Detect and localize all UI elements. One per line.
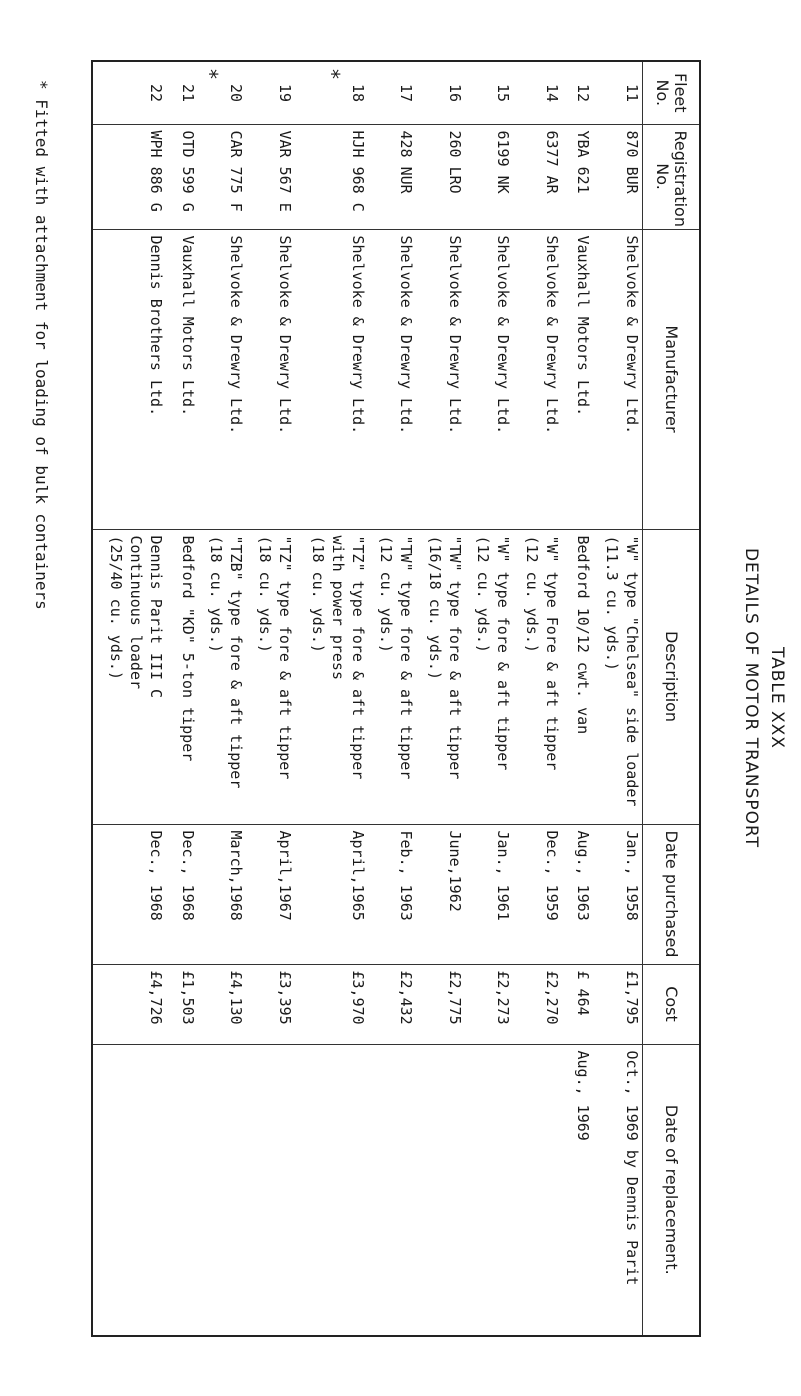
cell-date-purchased-text: June,1962 [445, 830, 464, 912]
cell-manufacturer-text: Shelvoke & Drewry Ltd. [275, 235, 294, 435]
table-title: TABLE XXX [767, 647, 787, 749]
table-row [246, 62, 295, 1335]
cell-fleet-no-text: 11 [623, 84, 641, 103]
cell-date-purchased [513, 824, 562, 964]
cell-date-purchased-text: March,1968 [227, 830, 246, 921]
cell-manufacturer-text: Vauxhall Motors Ltd. [574, 235, 593, 417]
cell-registration-text: HJH 968 C [348, 130, 367, 212]
header-row [643, 62, 700, 1335]
table-subtitle: DETAILS OF MOTOR TRANSPORT [741, 547, 761, 849]
cell-manufacturer-text: Shelvoke & Drewry Ltd. [542, 235, 561, 435]
cell-description-continued: Continuous loader [126, 535, 145, 690]
cell-fleet-no-text: 14 [542, 84, 561, 103]
cell-replacement [593, 1044, 642, 1335]
cell-fleet-no-text: 12 [574, 84, 593, 103]
cell-description-text: "TZ" type fore & aft tipper [275, 535, 294, 780]
cell-manufacturer [562, 229, 594, 529]
cell-date-purchased-text: April,1967 [275, 830, 294, 921]
cell-replacement [513, 1044, 562, 1335]
cell-registration [198, 124, 247, 229]
header-replacement: Date of replacement. [643, 1044, 700, 1335]
cell-fleet-no [246, 62, 295, 124]
cell-registration-text: 260 LRO [445, 130, 464, 194]
cell-cost [465, 964, 514, 1044]
cell-description-text: "W" type Fore & aft tipper [542, 535, 561, 771]
cell-manufacturer [593, 229, 642, 529]
cell-cost-text: £2,270 [542, 970, 561, 1025]
cell-description-text: "TZ" type fore & aft tipper [348, 535, 367, 780]
cell-date-purchased [93, 824, 166, 964]
cell-cost-text: £2,432 [397, 970, 416, 1025]
cell-registration [416, 124, 465, 229]
cell-cost [166, 964, 198, 1044]
cell-manufacturer [513, 229, 562, 529]
table-row [513, 62, 562, 1335]
footnote: * Fitted with attachment for loading of bulk containers [32, 80, 51, 610]
cell-registration-text: 428 NUR [397, 130, 416, 194]
cell-manufacturer [246, 229, 295, 529]
cell-description-text: "TW" type fore & aft tipper [397, 535, 416, 780]
cell-description-continued: (18 cu. yds.) [207, 535, 226, 653]
cell-registration-text: OTD 599 G [178, 130, 197, 212]
cell-description-text: "TW" type fore & aft tipper [445, 535, 464, 780]
cell-description [513, 529, 562, 824]
header-date-purchased: Date purchased [643, 824, 700, 964]
asterisk-marker: * [319, 68, 344, 81]
cell-cost-text: £4,130 [227, 970, 246, 1025]
cell-fleet-no-text: 22 [146, 84, 165, 103]
header-description: Description [643, 529, 700, 824]
cell-description [593, 529, 642, 824]
cell-cost [368, 964, 417, 1044]
cell-cost [513, 964, 562, 1044]
cell-date-purchased [295, 824, 368, 964]
cell-fleet-no-text: 17 [397, 84, 416, 103]
cell-date-purchased [465, 824, 514, 964]
cell-replacement-text: Aug., 1969 [574, 1050, 593, 1141]
cell-manufacturer [416, 229, 465, 529]
cell-cost-text: £ 464 [574, 970, 593, 1016]
cell-registration-text: 6199 NK [494, 130, 513, 194]
cell-description-continued: (12 cu. yds.) [377, 535, 396, 653]
cell-fleet-no [368, 62, 417, 124]
cell-description-text: "W" type "Chelsea" side loader [623, 535, 641, 807]
cell-description-text: "TZB" type fore & aft tipper [227, 535, 246, 789]
cell-fleet-no-text: 18 [348, 84, 367, 103]
cell-description [416, 529, 465, 824]
table-body [93, 62, 643, 1335]
cell-fleet-no [416, 62, 465, 124]
cell-description-text: Dennis Parit III C [146, 535, 165, 699]
cell-fleet-no [465, 62, 514, 124]
cell-replacement [93, 1044, 166, 1335]
cell-date-purchased [562, 824, 594, 964]
cell-date-purchased [246, 824, 295, 964]
cell-description-text: Bedford 10/12 cwt. van [574, 535, 593, 735]
cell-manufacturer [198, 229, 247, 529]
cell-cost-text: £2,775 [445, 970, 464, 1025]
cell-date-purchased-text: April,1965 [348, 830, 367, 921]
cell-replacement [246, 1044, 295, 1335]
cell-date-purchased-text: Jan., 1958 [623, 830, 641, 921]
cell-fleet-no-text: 20 [227, 84, 246, 103]
cell-registration [295, 124, 368, 229]
cell-cost [416, 964, 465, 1044]
cell-manufacturer-text: Vauxhall Motors Ltd. [178, 235, 197, 417]
cell-fleet-no [295, 62, 368, 124]
cell-description-continued: (11.3 cu. yds.) [603, 535, 621, 671]
cell-replacement [368, 1044, 417, 1335]
cell-fleet-no-text: 15 [494, 84, 513, 103]
cell-replacement [416, 1044, 465, 1335]
cell-fleet-no-text: 21 [178, 84, 197, 103]
table-row [416, 62, 465, 1335]
cell-cost [246, 964, 295, 1044]
cell-description-continued: (12 cu. yds.) [522, 535, 541, 653]
cell-replacement [295, 1044, 368, 1335]
cell-manufacturer-text: Shelvoke & Drewry Ltd. [227, 235, 246, 435]
cell-description-continued: (18 cu. yds.) [255, 535, 274, 653]
cell-manufacturer-text: Shelvoke & Drewry Ltd. [348, 235, 367, 435]
cell-description-text: Bedford "KD" 5-ton tipper [178, 535, 197, 762]
cell-description [246, 529, 295, 824]
cell-cost [93, 964, 166, 1044]
table-row [93, 62, 166, 1335]
cell-cost-text: £2,273 [494, 970, 513, 1025]
cell-registration [593, 124, 642, 229]
table-row [368, 62, 417, 1335]
cell-fleet-no [93, 62, 166, 124]
cell-manufacturer [166, 229, 198, 529]
cell-date-purchased [198, 824, 247, 964]
asterisk-marker: * [198, 68, 223, 81]
cell-description-continued: with power press [328, 535, 347, 680]
cell-date-purchased [166, 824, 198, 964]
cell-registration-text: VAR 567 E [275, 130, 294, 212]
table-row [465, 62, 514, 1335]
cell-date-purchased [416, 824, 465, 964]
cell-fleet-no [513, 62, 562, 124]
table-row [562, 62, 594, 1335]
header-manufacturer: Manufacturer [643, 229, 700, 529]
cell-manufacturer-text: Shelvoke & Drewry Ltd. [397, 235, 416, 435]
cell-registration [93, 124, 166, 229]
cell-registration-text: WPH 886 G [146, 130, 165, 212]
cell-replacement-text: Oct., 1969 by Dennis Parit [623, 1050, 641, 1286]
cell-description [368, 529, 417, 824]
cell-cost [295, 964, 368, 1044]
cell-date-purchased [593, 824, 642, 964]
cell-manufacturer [93, 229, 166, 529]
cell-manufacturer-text: Shelvoke & Drewry Ltd. [445, 235, 464, 435]
cell-description-continued: (12 cu. yds.) [474, 535, 493, 653]
cell-registration [513, 124, 562, 229]
cell-registration [166, 124, 198, 229]
cell-description-continued: (25/40 cu. yds.) [106, 535, 125, 680]
table-row [593, 62, 642, 1335]
cell-manufacturer [295, 229, 368, 529]
cell-fleet-no [166, 62, 198, 124]
cell-registration [465, 124, 514, 229]
cell-description-text: "W" type fore & aft tipper [494, 535, 513, 771]
cell-cost [198, 964, 247, 1044]
transport-table-frame [91, 60, 701, 1337]
cell-cost [562, 964, 594, 1044]
cell-replacement [465, 1044, 514, 1335]
cell-date-purchased-text: Feb., 1963 [397, 830, 416, 921]
cell-description [465, 529, 514, 824]
cell-registration-text: YBA 621 [574, 130, 593, 194]
cell-fleet-no-text: 16 [445, 84, 464, 103]
cell-cost-text: £4,726 [146, 970, 165, 1025]
cell-description [562, 529, 594, 824]
table-row [295, 62, 368, 1335]
cell-manufacturer-text: Shelvoke & Drewry Ltd. [623, 235, 641, 435]
cell-registration-text: 6377 AR [542, 130, 561, 194]
cell-cost-text: £1,795 [623, 970, 641, 1025]
cell-cost-text: £1,503 [178, 970, 197, 1025]
transport-table [93, 62, 699, 1335]
cell-replacement [198, 1044, 247, 1335]
header-cost: Cost [643, 964, 700, 1044]
cell-registration-text: CAR 775 F [227, 130, 246, 212]
cell-fleet-no [593, 62, 642, 124]
cell-fleet-no [562, 62, 594, 124]
cell-date-purchased-text: Dec., 1968 [178, 830, 197, 921]
cell-date-purchased-text: Jan., 1961 [494, 830, 513, 921]
header-registration: Registration No. [643, 124, 700, 229]
cell-manufacturer [465, 229, 514, 529]
cell-date-purchased-text: Dec., 1959 [542, 830, 561, 921]
cell-description [166, 529, 198, 824]
cell-manufacturer-text: Shelvoke & Drewry Ltd. [494, 235, 513, 435]
cell-date-purchased [368, 824, 417, 964]
header-fleet: Fleet No. [643, 62, 700, 124]
cell-replacement [562, 1044, 594, 1335]
cell-manufacturer [368, 229, 417, 529]
table-row [198, 62, 247, 1335]
cell-date-purchased-text: Aug., 1963 [574, 830, 593, 921]
cell-registration [368, 124, 417, 229]
cell-manufacturer-text: Dennis Brothers Ltd. [146, 235, 165, 417]
cell-description [198, 529, 247, 824]
cell-cost [593, 964, 642, 1044]
cell-description-continued: (16/18 cu. yds.) [425, 535, 444, 680]
cell-description [93, 529, 166, 824]
cell-registration [246, 124, 295, 229]
cell-description [295, 529, 368, 824]
cell-registration-text: 870 BUR [623, 130, 641, 194]
cell-fleet-no-text: 19 [275, 84, 294, 103]
cell-cost-text: £3,970 [348, 970, 367, 1025]
cell-date-purchased-text: Dec., 1968 [146, 830, 165, 921]
cell-cost-text: £3,395 [275, 970, 294, 1025]
cell-fleet-no [198, 62, 247, 124]
cell-registration [562, 124, 594, 229]
cell-replacement [166, 1044, 198, 1335]
table-row [166, 62, 198, 1335]
cell-description-continued: (18 cu. yds.) [308, 535, 327, 653]
